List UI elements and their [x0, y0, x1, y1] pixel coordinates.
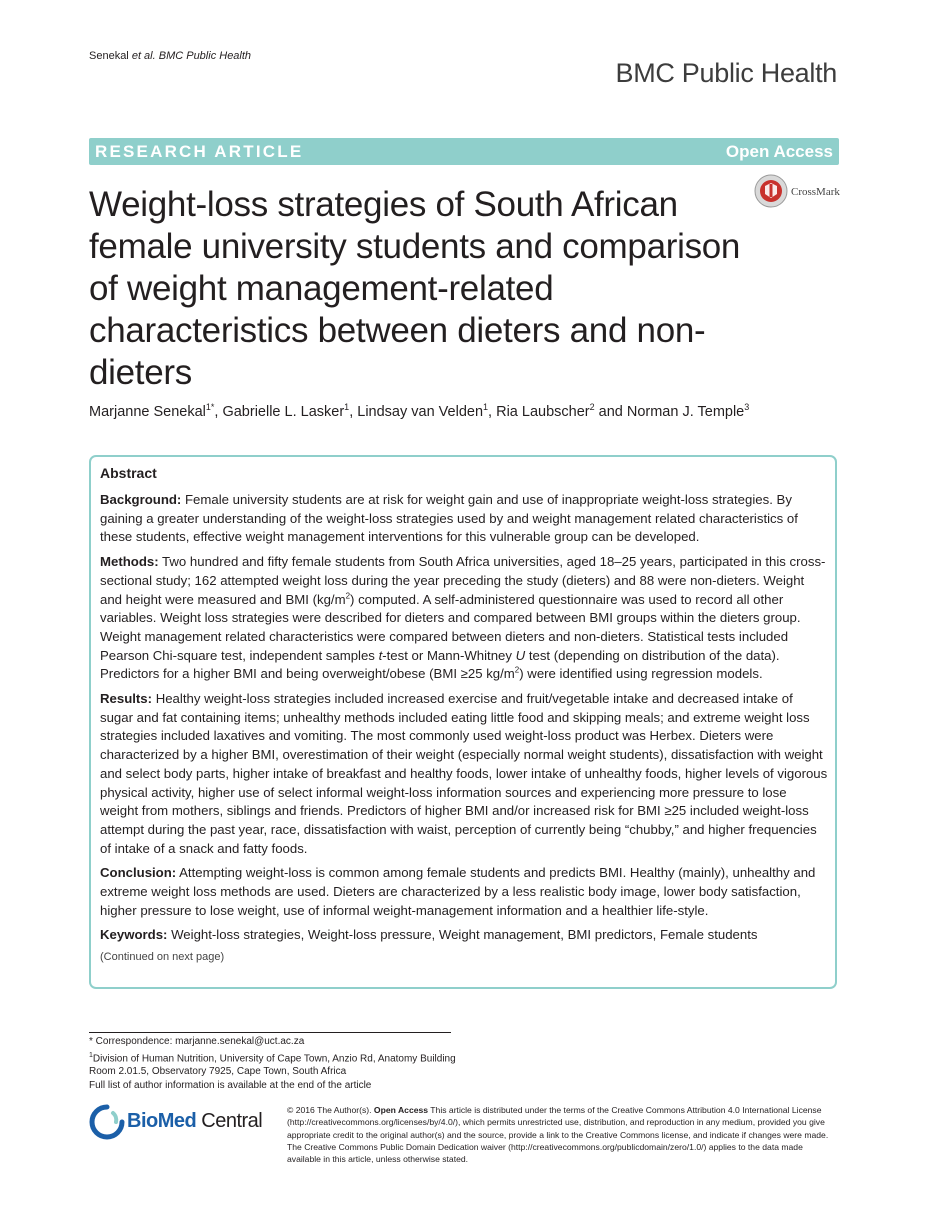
methods-text: test (depending on distribution of the data). Predictors for a higher BMI and being overweight/obese (BMI ≥25 kg/m: [100, 647, 780, 682]
journal-name: BMC Public Health: [615, 58, 837, 88]
methods-text: ) were identified using regression models.: [519, 666, 763, 682]
running-head-authors: Senekal: [89, 50, 129, 62]
crossmark-label: CrossMark: [791, 186, 840, 198]
author-name[interactable]: Gabrielle L. Lasker: [222, 403, 345, 420]
biomed-central-icon: [89, 1104, 125, 1140]
abstract-results: [100, 690, 828, 858]
article-title: Weight-loss strategies of South African female university students and comparison of weight management-related characteristics between dieters and non-dieters: [89, 185, 741, 392]
author-affiliation-sup: 1*: [205, 402, 215, 412]
author-affiliation-sup: 3: [744, 402, 750, 412]
abstract-keywords: [100, 926, 828, 945]
author-affiliation-sup: 1: [344, 402, 350, 412]
author-name[interactable]: Lindsay van Velden: [357, 403, 484, 420]
crossmark-icon: [754, 174, 788, 208]
crossmark-badge[interactable]: [754, 174, 846, 214]
conclusion-label: Conclusion:: [100, 865, 177, 881]
abstract-conclusion: [100, 864, 828, 920]
conclusion-text: Attempting weight-loss is common among female students and predicts BMI. Healthy (mainly), unhealthy and extreme weight loss methods are used. Dieters are characterized by a less realistic body image, lower body satisfaction, higher pressure to lose weight, use of informal weight-management information and a healthier life-style.: [100, 865, 816, 918]
results-text: Healthy weight-loss strategies included increased exercise and fruit/vegetable intake and decreased intake of sugar and fat containing items; unhealthy methods included eating little food and skipping meals; and extreme weight loss strategies included laxatives and vomiting. The most commonly used weight-loss product was Herbex. Dieters were characterized by a higher BMI, overestimation of their weight (especially normal weight students), dissatisfaction with weight and select body parts, higher intake of breakfast and healthy foods, lower intake of unhealthy foods, higher levels of vigorous physical activity, higher use of select informal weight-loss information sources and experiencing more pressure to lose weight from mothers, siblings and friends. Predictors of higher BMI and/or increased risk for BMI ≥25 included weight-loss attempt during the past year, race, dissatisfaction with waist, perception of currently being “chubby,” and higher frequencies of intake of a snack and fatty foods.: [100, 691, 828, 856]
keywords-label: Keywords:: [100, 927, 168, 943]
author-name[interactable]: Marjanne Senekal: [89, 403, 206, 420]
correspondence-note[interactable]: * Correspondence: marjanne.senekal@uct.ac.za: [89, 1036, 305, 1047]
methods-sup: 2: [345, 591, 351, 601]
methods-text: -test or Mann-Whitney: [382, 647, 516, 663]
affiliation-sup: 1: [89, 1051, 93, 1059]
methods-text: Two hundred and fifty female students from South Africa universities, aged 18–25 years, participated in this cross-sectional study; 162 attempted weight loss during the year preceding the study (dieters) and 88 were non-dieters. Weight and height were measured and BMI (kg/m: [100, 554, 826, 607]
background-label: Background:: [100, 492, 182, 507]
author-list: Marjanne Senekal$^{1*}$, Gabrielle L. Lasker$^1$, Lindsay van Velden$^1$, Ria Laubscher$^2$ and Norman J. Temple$^3$: [89, 402, 750, 420]
publisher-wordmark: [127, 1110, 262, 1133]
publisher-wordmark-light: Central: [196, 1110, 263, 1132]
article-type-banner: [89, 138, 839, 165]
methods-sup: 2: [514, 665, 520, 675]
methods-italic: U: [515, 647, 526, 663]
license-statement: [287, 1104, 839, 1165]
footnote-divider: [89, 1032, 451, 1033]
keywords-text: Weight-loss strategies, Weight-loss pressure, Weight management, BMI predictors, Female students: [171, 927, 758, 943]
running-head-etal: et al. BMC Public Health: [131, 50, 252, 62]
publisher-logo: [89, 1104, 269, 1144]
continued-note: (Continued on next page): [100, 951, 225, 964]
abstract-heading: Abstract: [100, 465, 157, 481]
publisher-wordmark-bold: BioMed: [127, 1110, 197, 1132]
full-list-note: Full list of author information is available at the end of the article: [89, 1079, 372, 1091]
author-name[interactable]: Ria Laubscher: [496, 403, 590, 420]
results-label: Results:: [100, 691, 153, 707]
methods-label: Methods:: [100, 554, 159, 570]
license-open-access-label: Open Access: [373, 1105, 429, 1115]
license-copyright: © 2016 The Author(s).: [287, 1105, 374, 1115]
author-affiliation-sup: 2: [589, 402, 595, 412]
article-type-label: RESEARCH ARTICLE: [95, 142, 304, 161]
methods-italic: t: [378, 647, 383, 663]
author-name[interactable]: Norman J. Temple: [626, 403, 745, 420]
license-text: This article is distributed under the terms of the Creative Commons Attribution 4.0 International License (http://creativecommons.org/licenses/by/4.0/), which permits unrestricted use, distribution, and reproduction in any medium, provided you give appropriate credit to the original author(s) and the source, provide a link to the Creative Commons license, and indicate if changes were made. The Creative Commons Public Domain Dedication waiver (http://creativecommons.org/publicdomain/zero/1.0/) applies to the data made available in this article, unless otherwise stated.: [287, 1105, 829, 1165]
abstract-methods: [100, 553, 828, 684]
methods-text: ) computed. A self-administered questionnaire was used to record all other variables. Weight loss strategies were described for dieters and compared between BMI groups within the dieters group. Weight management related characteristics were compared between dieters and non-dieters. Statistical tests included Pearson Chi-square test, independent samples: [100, 591, 801, 663]
abstract-background: [100, 491, 828, 547]
footnotes: [89, 1035, 469, 1092]
open-access-label: Open Access: [725, 142, 833, 161]
abstract-box: [89, 455, 837, 989]
author-affiliation-sup: 1: [483, 402, 489, 412]
affiliation-note: [89, 1049, 469, 1079]
running-head: [89, 50, 251, 62]
background-text: Female university students are at risk for weight gain and use of inappropriate weight-loss strategies. By gaining a greater understanding of the weight-loss strategies used by and weight management related characteristics of these students, effective weight management interventions for this vulnerable group can be developed.: [100, 492, 798, 545]
affiliation-text: Division of Human Nutrition, University of Cape Town, Anzio Rd, Anatomy Building Room 2.01.5, Observatory 7925, Cape Town, South Africa: [89, 1052, 456, 1078]
